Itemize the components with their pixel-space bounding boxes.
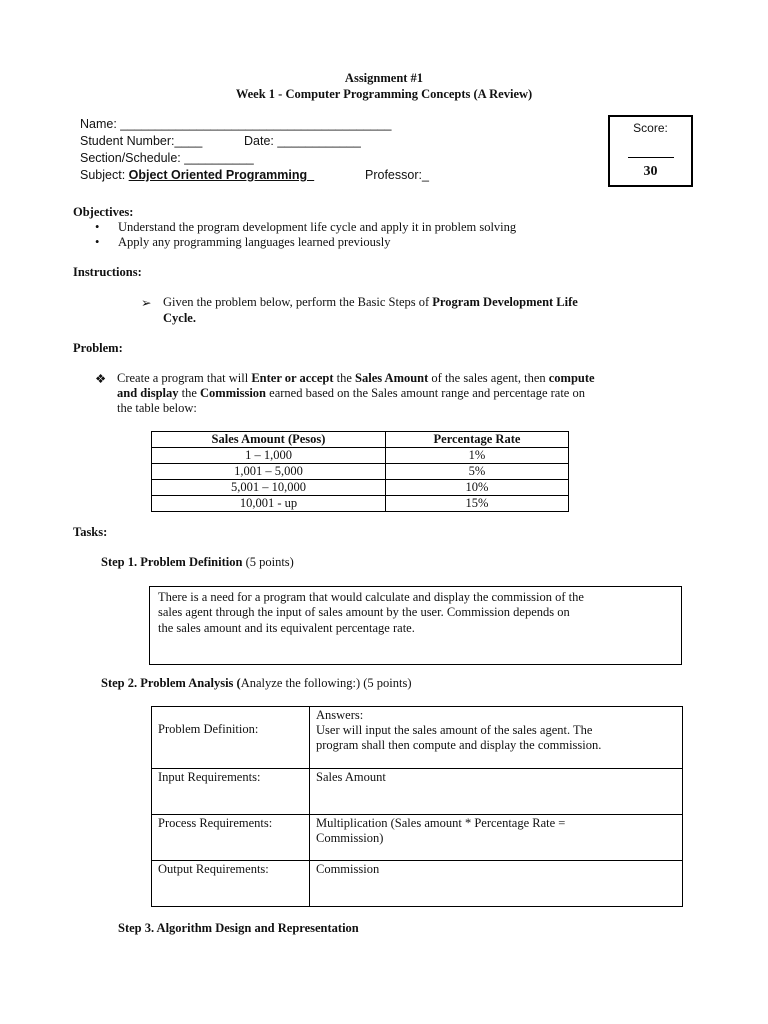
objectives-heading: Objectives: bbox=[73, 205, 134, 219]
tasks-heading: Tasks: bbox=[73, 525, 108, 539]
objective-item: Understand the program development life cycle and apply it in problem solving bbox=[118, 220, 517, 234]
problem-bold: Enter or accept bbox=[251, 371, 334, 385]
rate-cell-rate: 1% bbox=[386, 448, 569, 464]
instructions-heading: Instructions: bbox=[73, 265, 142, 279]
analysis-answer-line: Sales Amount bbox=[316, 770, 386, 784]
analysis-answer-line: Commission) bbox=[316, 831, 384, 845]
analysis-answer-line: Commission bbox=[316, 862, 380, 876]
analysis-answer bbox=[310, 769, 683, 815]
rate-table bbox=[151, 431, 569, 512]
arrow-bullet-icon: ➢ bbox=[141, 296, 152, 310]
bullet-icon: • bbox=[95, 220, 100, 234]
analysis-table bbox=[151, 706, 683, 907]
table-row bbox=[152, 496, 569, 512]
step2-heading bbox=[101, 676, 412, 691]
step1-title: Step 1. Problem Definition bbox=[101, 555, 243, 569]
rate-cell-range: 5,001 – 10,000 bbox=[152, 480, 386, 496]
rate-table-header-row bbox=[152, 432, 569, 448]
score-blank-line bbox=[628, 157, 674, 158]
section-label: Section/Schedule: __________ bbox=[80, 151, 254, 165]
problem-line-3: the table below: bbox=[117, 401, 197, 415]
analysis-answer bbox=[310, 815, 683, 861]
problem-bold: Sales Amount bbox=[355, 371, 429, 385]
student-number-field bbox=[80, 134, 202, 148]
score-total: 30 bbox=[643, 164, 658, 179]
problem-text: earned based on the Sales amount range and percentage rate on bbox=[266, 386, 585, 400]
rate-cell-rate: 5% bbox=[386, 464, 569, 480]
rate-header-sales: Sales Amount (Pesos) bbox=[152, 432, 386, 448]
problem-text: Create a program that will bbox=[117, 371, 252, 385]
date-field bbox=[244, 134, 361, 148]
diamond-bullet-icon: ❖ bbox=[95, 372, 107, 386]
step3-heading: Step 3. Algorithm Design and Representation bbox=[118, 921, 359, 935]
name-field bbox=[80, 117, 391, 131]
analysis-answer bbox=[310, 707, 683, 769]
professor-field bbox=[365, 168, 429, 182]
rate-header-rate: Percentage Rate bbox=[386, 432, 569, 448]
assignment-subtitle: Week 1 - Computer Programming Concepts (A Review) bbox=[235, 87, 533, 101]
subject-value: Object Oriented Programming_ bbox=[128, 168, 315, 182]
table-row bbox=[152, 448, 569, 464]
problem-bold: and display bbox=[117, 386, 179, 400]
instructions-text bbox=[163, 295, 683, 310]
name-blank: _______________________________________ bbox=[120, 117, 392, 131]
rate-cell-rate: 15% bbox=[386, 496, 569, 512]
step2-title: Step 2. Problem Analysis ( bbox=[101, 676, 241, 690]
problem-text: of the sales agent, then bbox=[428, 371, 549, 385]
analysis-answer-line: program shall then compute and display the commission. bbox=[316, 738, 602, 752]
analysis-answer-line: User will input the sales amount of the sales agent. The bbox=[316, 723, 593, 737]
rate-cell-rate: 10% bbox=[386, 480, 569, 496]
rate-cell-range: 1 – 1,000 bbox=[152, 448, 386, 464]
subject-field bbox=[80, 168, 314, 182]
bullet-icon: • bbox=[95, 235, 100, 249]
rate-cell-range: 10,001 - up bbox=[152, 496, 386, 512]
step2-rest: Analyze the following:) (5 points) bbox=[240, 676, 412, 690]
instructions-bold-cont: Cycle. bbox=[163, 311, 196, 325]
table-row bbox=[152, 464, 569, 480]
subject-label: Subject: bbox=[80, 168, 129, 182]
section-field bbox=[80, 151, 254, 165]
analysis-label: Input Requirements: bbox=[152, 769, 310, 815]
step1-heading bbox=[101, 555, 294, 570]
instructions-bold: Program Development Life bbox=[432, 295, 578, 309]
date-label: Date: ____________ bbox=[244, 134, 361, 148]
analysis-label: Problem Definition: bbox=[152, 707, 310, 769]
step1-points: (5 points) bbox=[242, 555, 294, 569]
step1-answer-line: the sales amount and its equivalent percentage rate. bbox=[158, 621, 415, 635]
answers-header: Answers: bbox=[316, 708, 364, 722]
table-row bbox=[152, 769, 683, 815]
analysis-label: Output Requirements: bbox=[152, 861, 310, 907]
step1-answer-line: sales agent through the input of sales amount by the user. Commission depends on bbox=[158, 605, 570, 619]
step1-answer-box bbox=[149, 586, 682, 665]
table-row bbox=[152, 707, 683, 769]
table-row bbox=[152, 480, 569, 496]
analysis-answer bbox=[310, 861, 683, 907]
instructions-plain: Given the problem below, perform the Basic Steps of bbox=[163, 295, 433, 309]
professor-label: Professor:_ bbox=[365, 168, 429, 182]
analysis-label: Process Requirements: bbox=[152, 815, 310, 861]
problem-heading: Problem: bbox=[73, 341, 123, 355]
problem-text: the bbox=[333, 371, 356, 385]
student-number-label: Student Number:____ bbox=[80, 134, 203, 148]
problem-bold: compute bbox=[548, 371, 595, 385]
table-row bbox=[152, 861, 683, 907]
problem-line-2 bbox=[117, 386, 707, 401]
score-box bbox=[608, 115, 693, 187]
problem-text: the bbox=[178, 386, 201, 400]
assignment-title: Assignment #1 bbox=[344, 71, 424, 85]
score-label: Score: bbox=[633, 121, 668, 135]
objective-item: Apply any programming languages learned previously bbox=[118, 235, 391, 249]
problem-line-1 bbox=[117, 371, 707, 386]
analysis-answer-line: Multiplication (Sales amount * Percentage Rate = bbox=[316, 816, 566, 830]
name-label: Name: bbox=[80, 117, 121, 131]
table-row bbox=[152, 815, 683, 861]
problem-bold: Commission bbox=[200, 386, 267, 400]
rate-cell-range: 1,001 – 5,000 bbox=[152, 464, 386, 480]
step1-answer-line: There is a need for a program that would calculate and display the commission of the bbox=[158, 590, 584, 604]
